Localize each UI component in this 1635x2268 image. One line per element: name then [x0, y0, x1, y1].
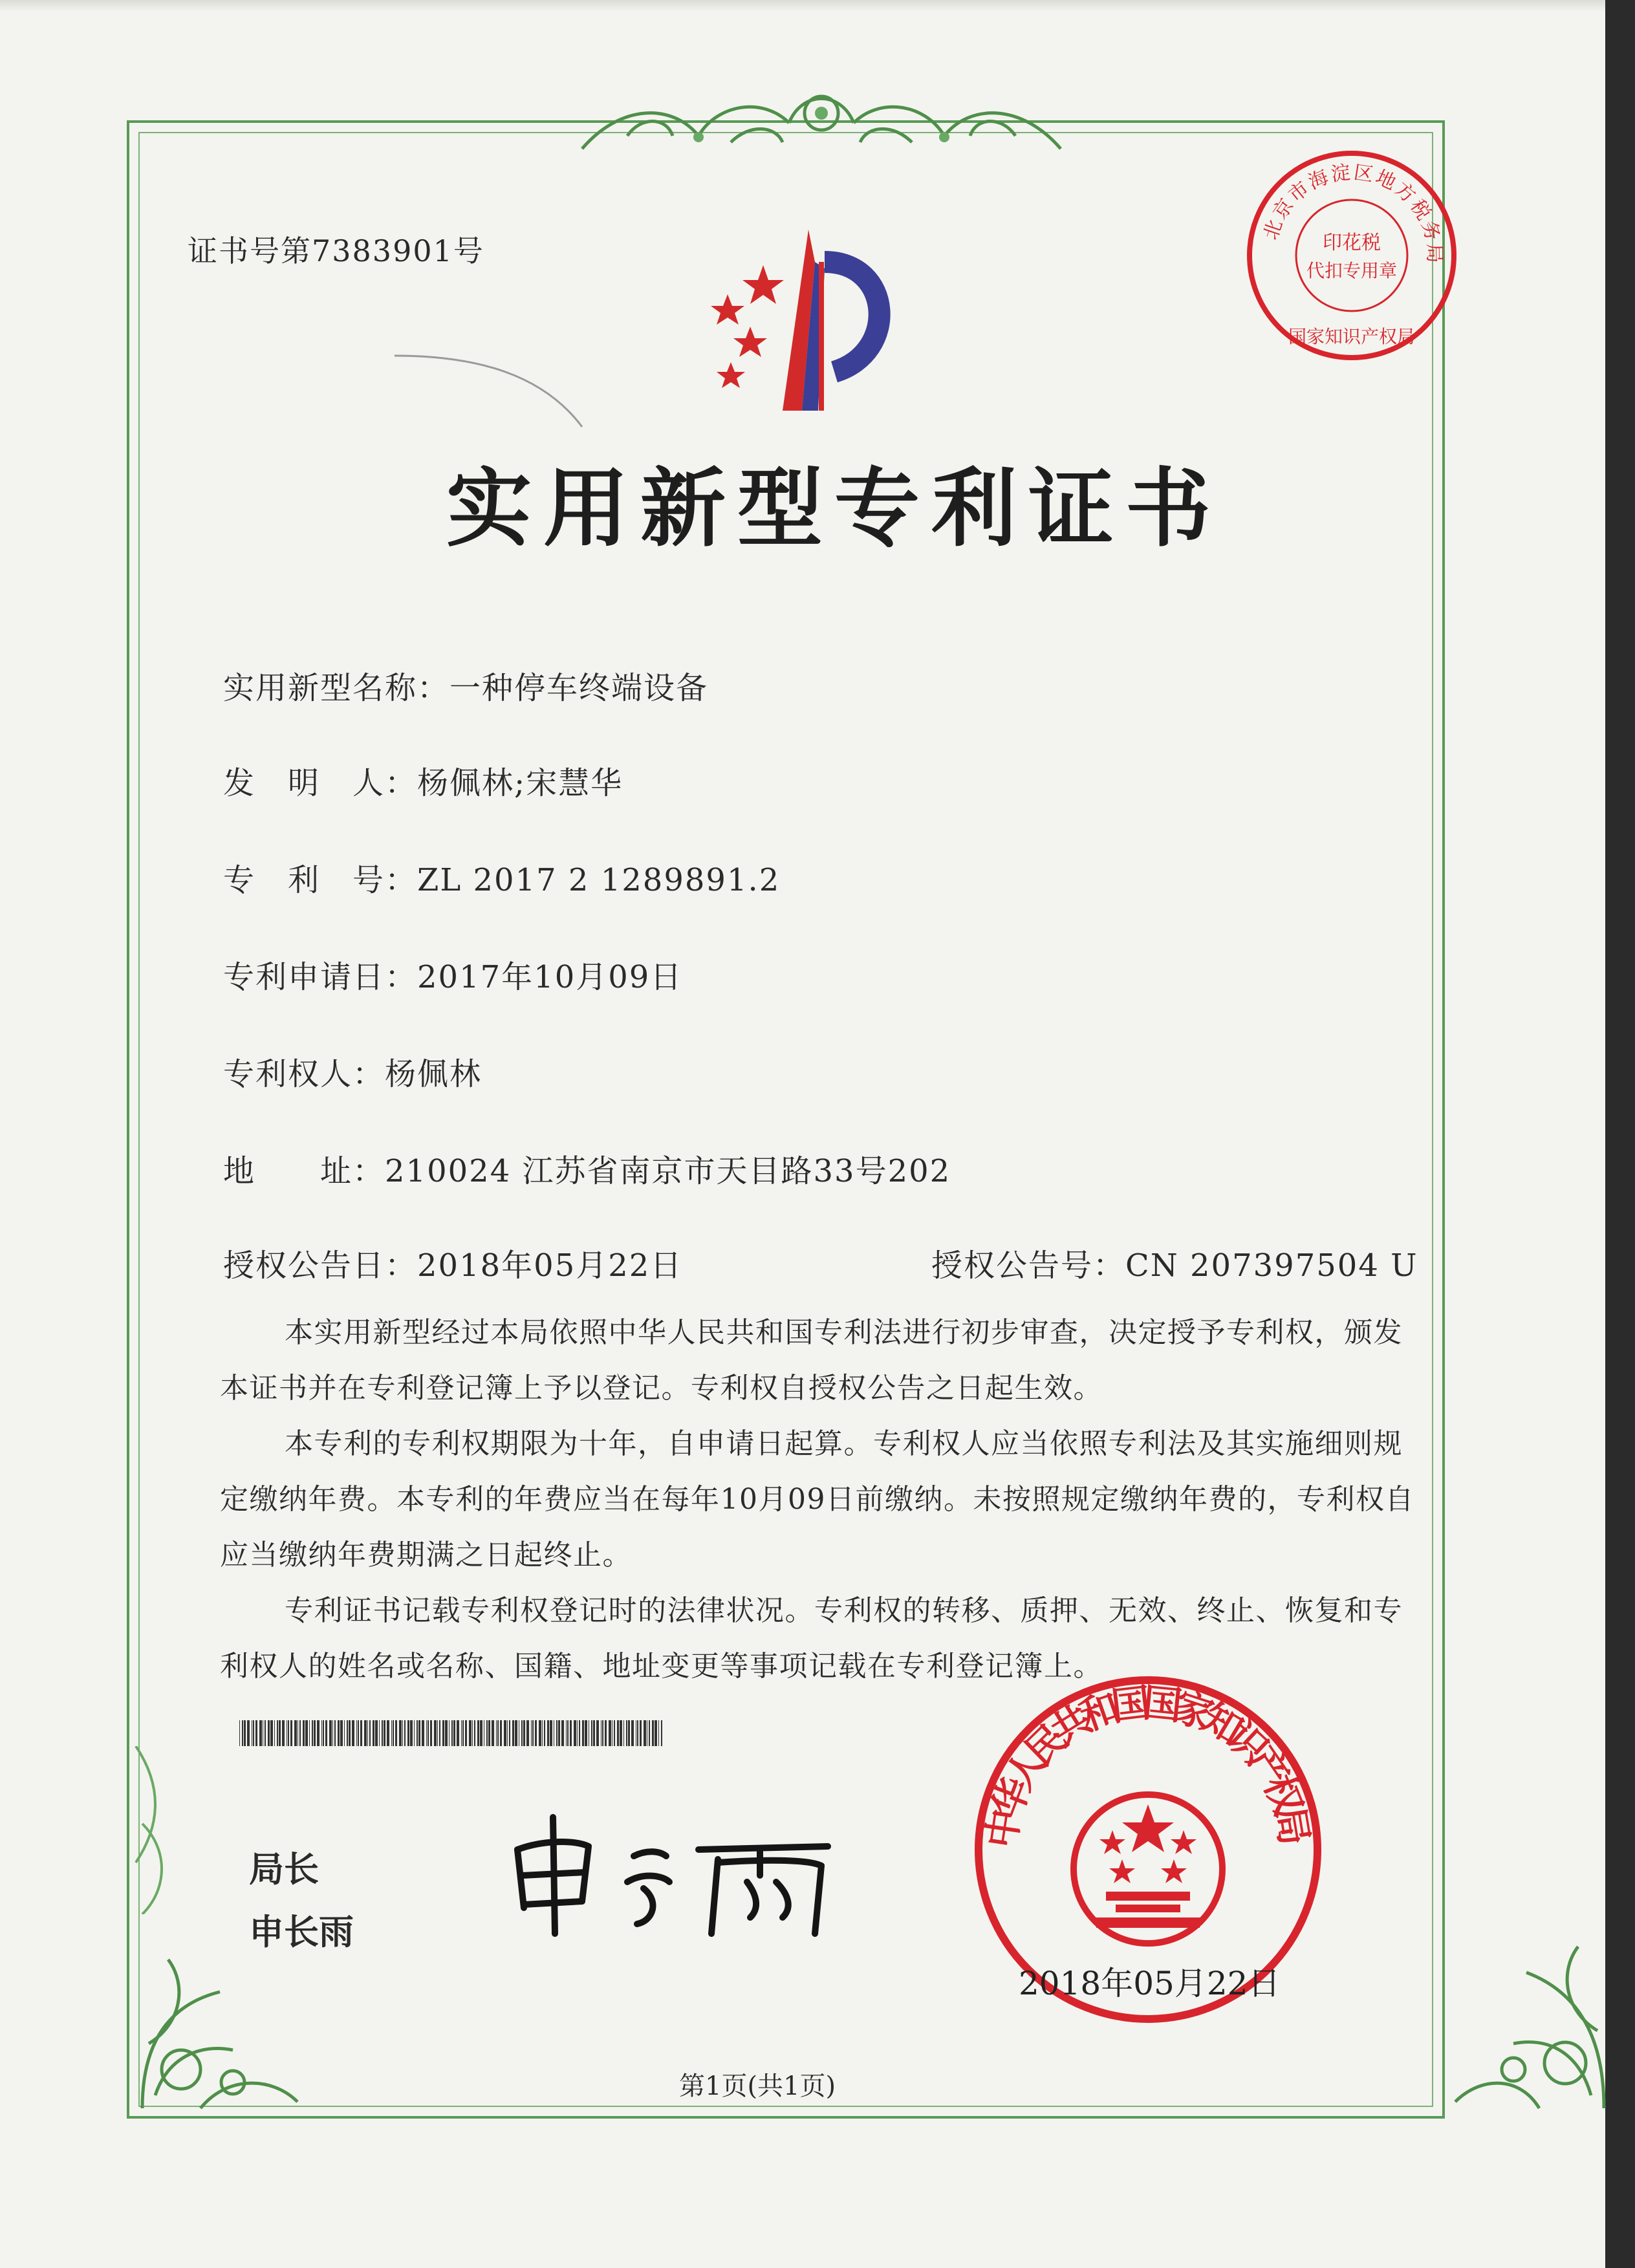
barcode-bar	[547, 1720, 549, 1746]
barcode-bar	[317, 1720, 319, 1746]
barcode-bar	[349, 1720, 351, 1746]
barcode-bar	[428, 1720, 429, 1746]
director-signature	[504, 1811, 841, 1940]
field-label: 专利权人：	[223, 1056, 385, 1092]
barcode-bar	[472, 1720, 473, 1746]
field-utility-model-name	[223, 663, 708, 707]
field-address	[223, 1146, 951, 1191]
field-patentee	[223, 1049, 482, 1094]
tax-stamp-bottom-text: 国家知识产权局	[1288, 326, 1416, 347]
field-label: 地 址：	[223, 1153, 385, 1189]
barcode-bar	[395, 1720, 397, 1746]
barcode-bar	[531, 1720, 532, 1746]
director-title: 局长	[249, 1849, 319, 1890]
barcode-bar	[379, 1720, 380, 1746]
barcode-bar	[465, 1720, 467, 1746]
barcode-bar	[247, 1720, 250, 1746]
barcode-bar	[369, 1720, 371, 1746]
barcode-bar	[582, 1720, 584, 1746]
field-value: ZL 2017 2 1289891.2	[417, 862, 781, 898]
field-value: 210024 江苏省南京市天目路33号202	[385, 1153, 951, 1189]
barcode-bar	[309, 1720, 310, 1746]
barcode-bar	[542, 1720, 543, 1746]
barcode-bar	[620, 1720, 622, 1746]
barcode-bar	[384, 1720, 385, 1746]
barcode-bar	[492, 1720, 494, 1746]
barcode-bar	[509, 1720, 510, 1746]
field-inventor	[223, 758, 623, 803]
barcode-bar	[239, 1720, 240, 1746]
barcode-bar	[407, 1720, 409, 1746]
certificate-number: 证书号第7383901号	[188, 233, 484, 268]
barcode-bar	[417, 1720, 418, 1746]
barcode-bar	[277, 1720, 278, 1746]
barcode-bar	[344, 1720, 345, 1746]
barcode-bar	[352, 1720, 354, 1746]
barcode-bar	[323, 1720, 324, 1746]
barcode-bar	[422, 1720, 424, 1746]
barcode-bar	[570, 1720, 572, 1746]
top-ornament	[569, 78, 1074, 162]
barcode-bar	[574, 1720, 576, 1746]
barcode-bar	[544, 1720, 545, 1746]
barcode-bar	[512, 1720, 514, 1746]
barcode-bar	[614, 1720, 615, 1746]
seal-date: 2018年05月22日	[1019, 1965, 1281, 2002]
field-label: 实用新型名称：	[223, 670, 450, 706]
barcode-bar	[637, 1720, 638, 1746]
barcode-bar	[623, 1720, 624, 1746]
barcode-bar	[332, 1720, 333, 1746]
director-name: 申长雨	[249, 1912, 354, 1952]
barcode-bar	[364, 1720, 367, 1746]
field-patent-number	[223, 855, 780, 900]
barcode-bar	[244, 1720, 246, 1746]
barcode-bar	[375, 1720, 378, 1746]
barcode-bar	[418, 1720, 420, 1746]
barcode-bar	[303, 1720, 305, 1746]
barcode-bar	[523, 1720, 525, 1746]
barcode-bar	[242, 1720, 243, 1746]
barcode-bar	[356, 1720, 357, 1746]
scan-shadow	[0, 0, 1605, 12]
barcode-bar	[644, 1720, 646, 1746]
barcode-bar	[658, 1720, 659, 1746]
barcode-bar	[279, 1720, 281, 1746]
barcode-bar	[469, 1720, 471, 1746]
barcode-bar	[451, 1720, 453, 1746]
barcode-bar	[579, 1720, 580, 1746]
barcode-bar	[391, 1720, 392, 1746]
barcode-bar	[480, 1720, 482, 1746]
barcode-bar	[338, 1720, 340, 1746]
barcode-bar	[602, 1720, 603, 1746]
field-value: CN 207397504 U	[1125, 1247, 1418, 1284]
barcode-bar	[314, 1720, 316, 1746]
barcode-bar	[655, 1720, 657, 1746]
barcode	[239, 1720, 666, 1746]
barcode-bar	[393, 1720, 394, 1746]
field-label: 发 明 人：	[223, 765, 418, 801]
barcode-bar	[558, 1720, 560, 1746]
barcode-bar	[299, 1720, 301, 1746]
barcode-bar	[305, 1720, 308, 1746]
certificate-title: 实用新型专利证书	[446, 459, 1222, 559]
barcode-bar	[488, 1720, 490, 1746]
pencil-mark	[388, 343, 595, 433]
barcode-bar	[360, 1720, 362, 1746]
field-value: 2018年05月22日	[417, 1247, 683, 1284]
barcode-bar	[640, 1720, 642, 1746]
page-number: 第1页(共1页)	[679, 2071, 836, 2101]
field-value: 杨佩林	[385, 1056, 482, 1092]
barcode-bar	[325, 1720, 327, 1746]
field-value: 一种停车终端设备	[449, 670, 709, 706]
bottom-right-ornament	[1410, 1875, 1623, 2121]
barcode-bar	[652, 1720, 654, 1746]
barcode-bar	[500, 1720, 502, 1746]
barcode-bar	[628, 1720, 630, 1746]
barcode-bar	[382, 1720, 383, 1746]
left-edge-ornament	[129, 1746, 181, 1914]
barcode-bar	[626, 1720, 627, 1746]
barcode-bar	[399, 1720, 402, 1746]
certificate-body-text	[220, 1305, 1429, 1694]
barcode-bar	[461, 1720, 462, 1746]
barcode-bar	[585, 1720, 587, 1746]
barcode-bar	[312, 1720, 313, 1746]
barcode-bar	[577, 1720, 578, 1746]
barcode-bar	[347, 1720, 348, 1746]
barcode-bar	[504, 1720, 506, 1746]
barcode-bar	[521, 1720, 523, 1746]
barcode-bar	[539, 1720, 541, 1746]
seal-ring-text: 中华人民共和国国家知识产权局	[979, 1680, 1317, 1852]
field-grant-date	[223, 1240, 682, 1285]
barcode-bar	[445, 1720, 448, 1746]
tax-stamp-center-1: 印花税	[1323, 232, 1381, 254]
barcode-bar	[430, 1720, 432, 1746]
barcode-bar	[294, 1720, 297, 1746]
barcode-bar	[270, 1720, 273, 1746]
barcode-bar	[507, 1720, 508, 1746]
barcode-bar	[474, 1720, 475, 1746]
barcode-bar	[609, 1720, 611, 1746]
field-value: 杨佩林;宋慧华	[417, 765, 623, 801]
barcode-bar	[556, 1720, 558, 1746]
barcode-bar	[535, 1720, 537, 1746]
body-paragraph: 本专利的专利权期限为十年，自申请日起算。专利权人应当依照专利法及其实施细则规定缴纳年费。本专利的年费应当在每年10月09日前缴纳。未按照规定缴纳年费的，专利权自应当缴纳年费期满之日起终止。	[220, 1427, 1414, 1571]
barcode-bar	[526, 1720, 529, 1746]
barcode-bar	[477, 1720, 479, 1746]
barcode-bar	[567, 1720, 568, 1746]
barcode-bar	[358, 1720, 359, 1746]
barcode-bar	[265, 1720, 266, 1746]
barcode-bar	[442, 1720, 444, 1746]
barcode-bar	[617, 1720, 619, 1746]
tax-stamp-center-2: 代扣专用章	[1306, 260, 1398, 281]
barcode-bar	[462, 1720, 464, 1746]
barcode-bar	[661, 1720, 662, 1746]
field-label: 授权公告日：	[223, 1247, 418, 1284]
barcode-bar	[334, 1720, 336, 1746]
field-label: 专 利 号：	[223, 862, 418, 898]
cnipa-logo-icon	[686, 223, 931, 417]
barcode-bar	[649, 1720, 650, 1746]
barcode-bar	[259, 1720, 262, 1746]
field-grant-number	[931, 1240, 1418, 1285]
barcode-bar	[605, 1720, 607, 1746]
field-label: 专利申请日：	[223, 959, 418, 995]
barcode-bar	[410, 1720, 413, 1746]
tax-stamp-seal	[1245, 149, 1458, 362]
barcode-bar	[457, 1720, 459, 1746]
barcode-bar	[486, 1720, 488, 1746]
body-paragraph: 本实用新型经过本局依照中华人民共和国专利法进行初步审查，决定授予专利权，颁发本证书并在专利登记簿上予以登记。专利权自授权公告之日起生效。	[220, 1316, 1403, 1405]
barcode-bar	[282, 1720, 285, 1746]
barcode-bar	[496, 1720, 497, 1746]
barcode-bar	[591, 1720, 592, 1746]
barcode-bar	[329, 1720, 332, 1746]
barcode-bar	[437, 1720, 438, 1746]
barcode-bar	[290, 1720, 292, 1746]
barcode-bar	[631, 1720, 634, 1746]
barcode-bar	[515, 1720, 517, 1746]
barcode-bar	[373, 1720, 374, 1746]
barcode-bar	[561, 1720, 564, 1746]
barcode-bar	[321, 1720, 322, 1746]
barcode-bar	[340, 1720, 343, 1746]
barcode-bar	[288, 1720, 289, 1746]
barcode-bar	[426, 1720, 427, 1746]
barcode-bar	[596, 1720, 599, 1746]
barcode-bar	[453, 1720, 455, 1746]
field-filing-date	[223, 952, 682, 997]
body-paragraph: 专利证书记载专利权登记时的法律状况。专利权的转移、质押、无效、终止、恢复和专利权人的姓名或名称、国籍、地址变更等事项记载在专利登记簿上。	[220, 1594, 1403, 1683]
barcode-bar	[367, 1720, 368, 1746]
barcode-bar	[593, 1720, 595, 1746]
barcode-bar	[253, 1720, 254, 1746]
barcode-bar	[532, 1720, 534, 1746]
barcode-bar	[550, 1720, 552, 1746]
barcode-bar	[434, 1720, 437, 1746]
barcode-bar	[402, 1720, 403, 1746]
barcode-bar	[497, 1720, 499, 1746]
barcode-bar	[274, 1720, 275, 1746]
barcode-bar	[414, 1720, 415, 1746]
barcode-bar	[387, 1720, 389, 1746]
field-label: 授权公告号：	[931, 1247, 1126, 1284]
barcode-bar	[566, 1720, 567, 1746]
barcode-bar	[255, 1720, 257, 1746]
tax-stamp-ring-text: 北京市海淀区地方税务局	[1259, 161, 1446, 265]
barcode-bar	[268, 1720, 270, 1746]
barcode-bar	[439, 1720, 440, 1746]
national-emblem-icon	[1074, 1795, 1222, 1943]
barcode-bar	[404, 1720, 406, 1746]
field-value: 2017年10月09日	[417, 959, 683, 995]
